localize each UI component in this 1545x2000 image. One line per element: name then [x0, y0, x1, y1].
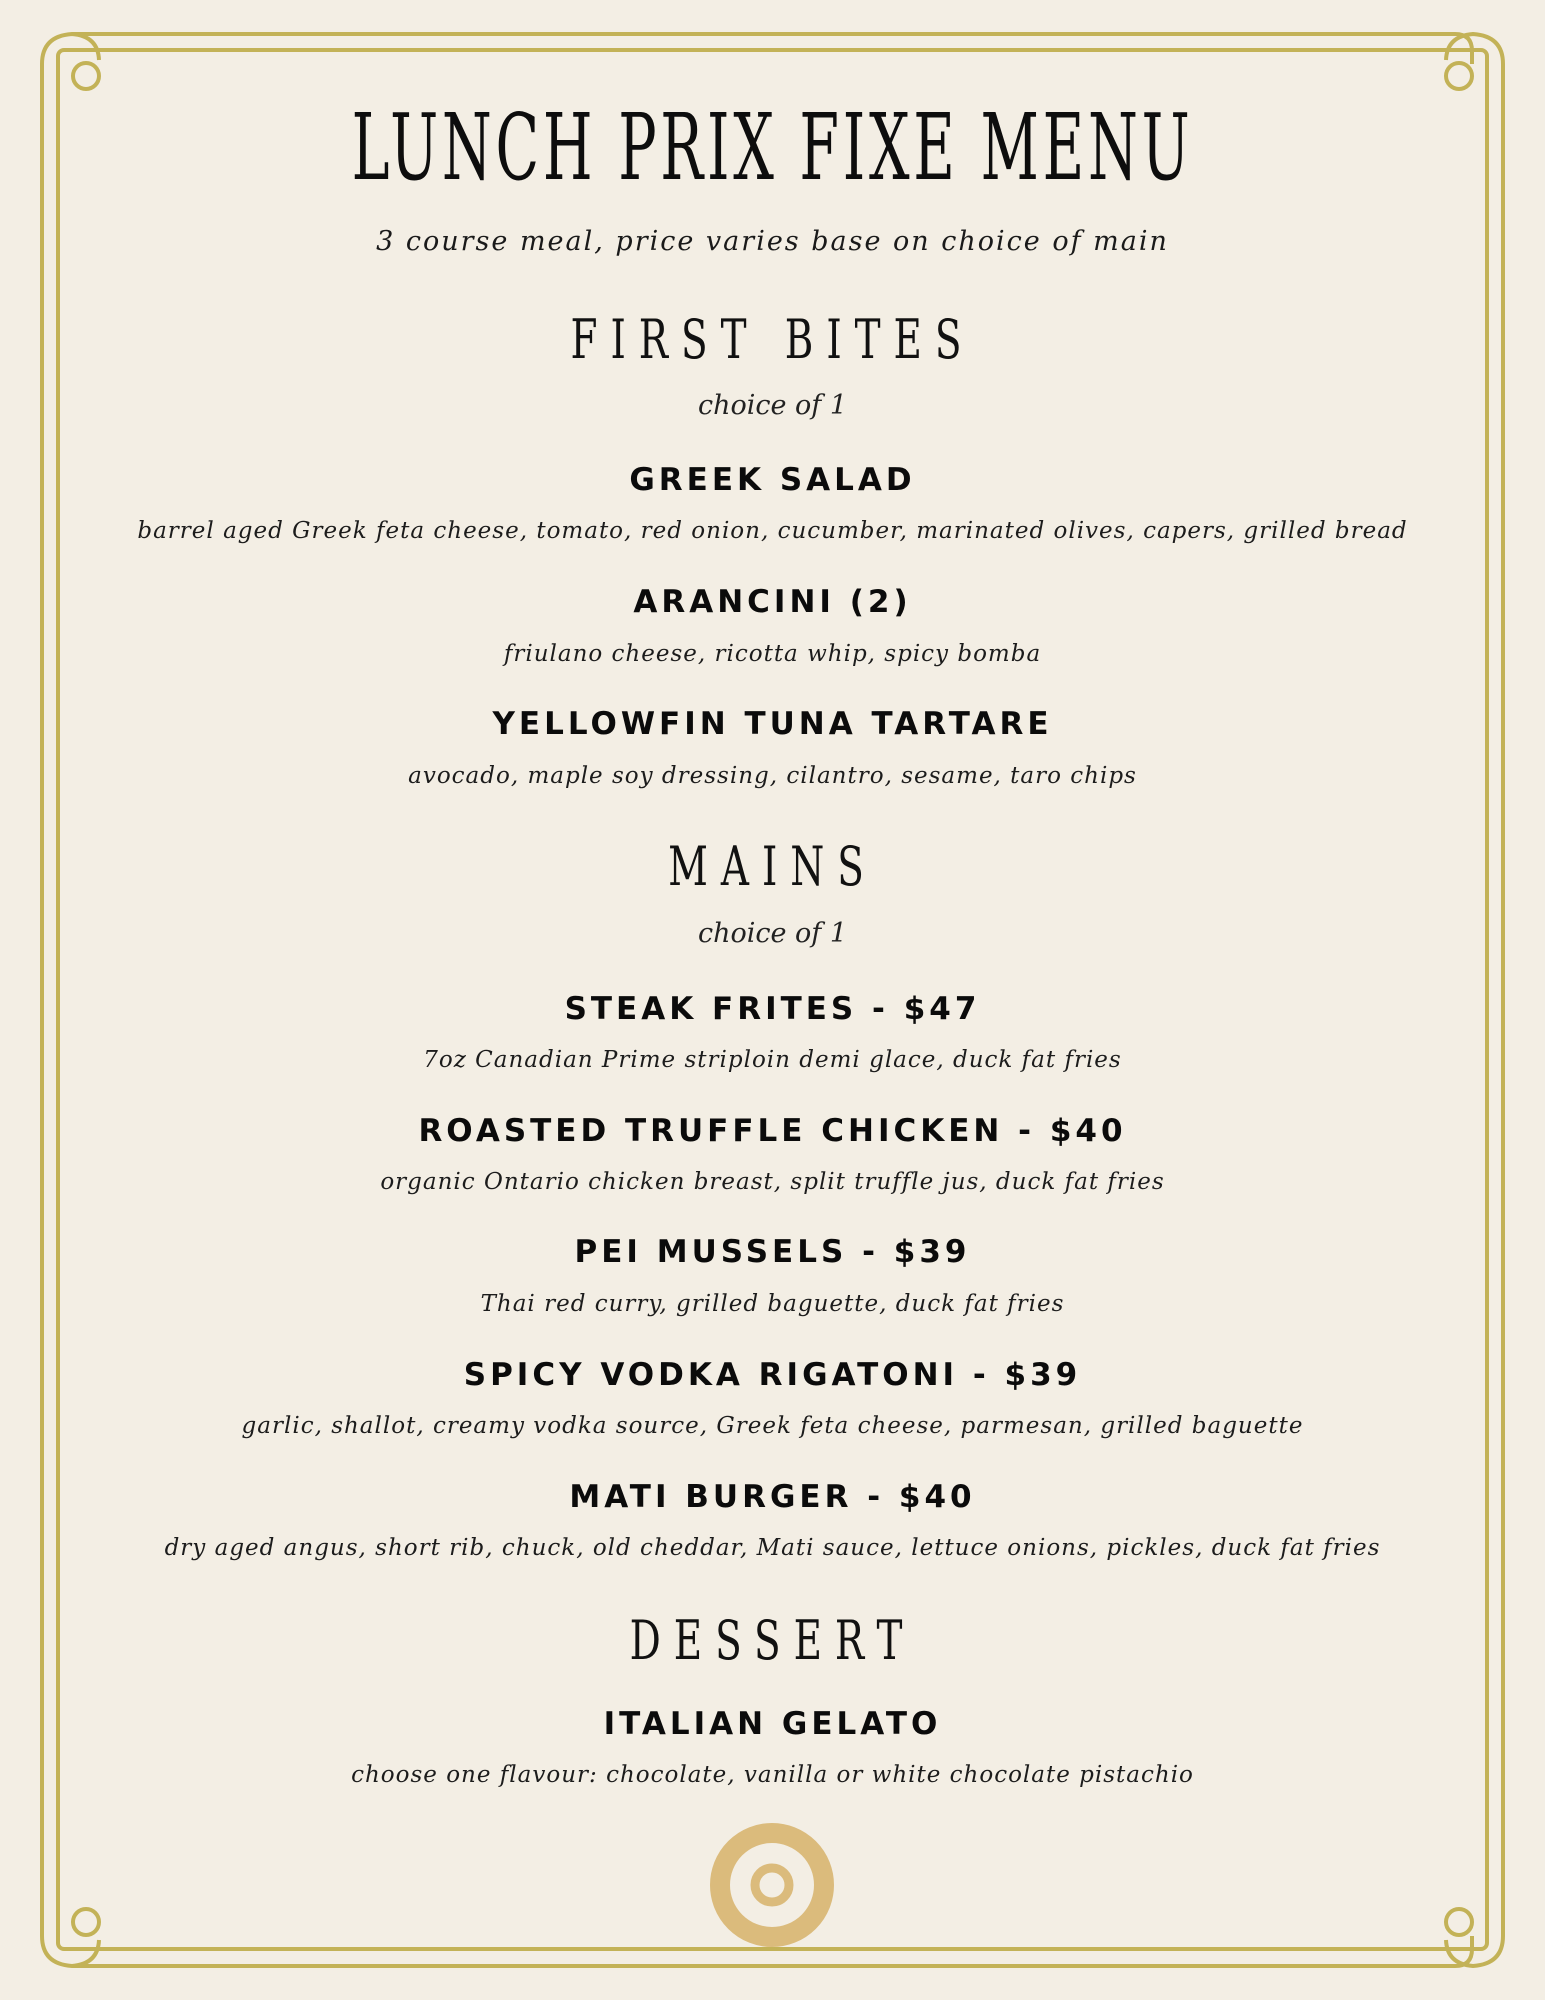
- concentric-circle-logo-icon: [709, 1822, 835, 1948]
- section-note-first-bites: choice of 1: [697, 390, 848, 421]
- section-note-mains: choice of 1: [697, 918, 848, 949]
- menu-item-description: Thai red curry, grilled baguette, duck fat fries: [480, 1291, 1065, 1317]
- section-heading-mains: MAINS: [668, 835, 877, 898]
- menu-item-name: ITALIAN GELATO: [603, 1706, 942, 1742]
- menu-subtitle: 3 course meal, price varies base on choice of main: [376, 226, 1169, 257]
- section-heading-dessert: DESSERT: [629, 1609, 916, 1672]
- section-heading-first-bites: FIRST BITES: [570, 308, 975, 371]
- menu-item-name: MATI BURGER - $40: [569, 1479, 976, 1515]
- menu-item-name: PEI MUSSELS - $39: [574, 1234, 971, 1270]
- menu-item-description: garlic, shallot, creamy vodka source, Greek feta cheese, parmesan, grilled baguette: [241, 1413, 1304, 1439]
- menu-item-description: avocado, maple soy dressing, cilantro, sesame, taro chips: [408, 763, 1137, 789]
- menu-title: LUNCH PRIX FIXE MENU: [351, 94, 1194, 201]
- menu-item-name: GREEK SALAD: [629, 462, 916, 498]
- menu-item-name: ARANCINI (2): [633, 584, 912, 620]
- menu-item-name: YELLOWFIN TUNA TARTARE: [492, 706, 1053, 742]
- menu-item-description: organic Ontario chicken breast, split truffle jus, duck fat fries: [380, 1169, 1165, 1195]
- menu-item-description: choose one flavour: chocolate, vanilla or white chocolate pistachio: [351, 1762, 1194, 1788]
- menu-item-name: STEAK FRITES - $47: [564, 991, 981, 1027]
- menu-item-name: SPICY VODKA RIGATONI - $39: [463, 1357, 1082, 1393]
- menu-item-description: 7oz Canadian Prime striploin demi glace, duck fat fries: [423, 1047, 1122, 1073]
- menu-item-description: barrel aged Greek feta cheese, tomato, red onion, cucumber, marinated olives, capers, grilled bread: [137, 518, 1408, 544]
- menu-item-description: dry aged angus, short rib, chuck, old cheddar, Mati sauce, lettuce onions, pickles, duck fat fries: [164, 1535, 1381, 1561]
- menu-item-name: ROASTED TRUFFLE CHICKEN - $40: [418, 1113, 1127, 1149]
- menu-item-description: friulano cheese, ricotta whip, spicy bomba: [503, 641, 1042, 667]
